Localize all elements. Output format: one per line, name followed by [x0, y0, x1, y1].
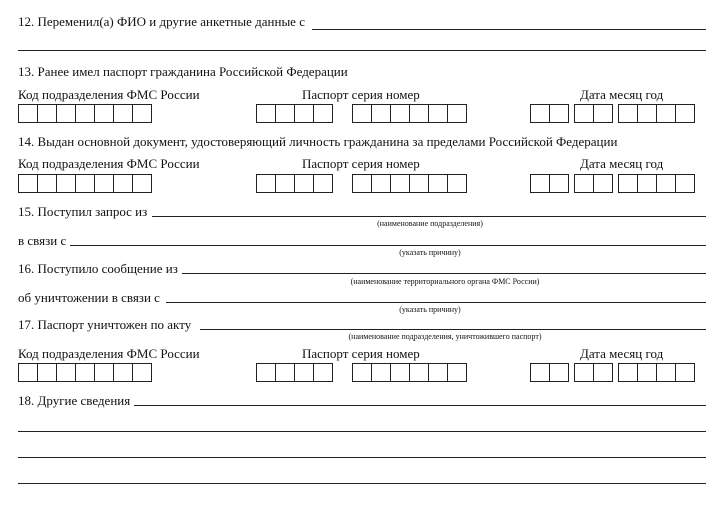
code-cell[interactable]	[37, 363, 57, 382]
year-cell[interactable]	[675, 174, 695, 193]
number-cell[interactable]	[390, 363, 410, 382]
month-cell[interactable]	[574, 363, 594, 382]
item17-date-label: Дата месяц год	[580, 346, 664, 361]
year-cell[interactable]	[637, 174, 657, 193]
code-cell[interactable]	[75, 174, 95, 193]
item15-source-field[interactable]	[152, 216, 706, 217]
item14-passport-label: Паспорт серия номер	[302, 156, 420, 171]
code-cell[interactable]	[37, 104, 57, 123]
item17-label: 17. Паспорт уничтожен по акту	[18, 317, 192, 332]
item13-series-cells[interactable]	[256, 104, 332, 123]
series-cell[interactable]	[256, 104, 276, 123]
item16-reason-field[interactable]	[166, 302, 706, 303]
item15-reason-label: в связи с	[18, 233, 67, 248]
code-cell[interactable]	[37, 174, 57, 193]
month-cell[interactable]	[574, 104, 594, 123]
item13-code-cells[interactable]	[18, 104, 151, 123]
month-cell[interactable]	[574, 174, 594, 193]
number-cell[interactable]	[428, 174, 448, 193]
year-cell[interactable]	[675, 363, 695, 382]
code-cell[interactable]	[18, 363, 38, 382]
year-cell[interactable]	[656, 174, 676, 193]
item13-date-cells[interactable]	[530, 104, 694, 123]
series-cell[interactable]	[275, 104, 295, 123]
item13-code-label: Код подразделения ФМС России	[18, 87, 200, 102]
code-cell[interactable]	[18, 104, 38, 123]
item14-number-cells[interactable]	[352, 174, 466, 193]
year-cell[interactable]	[675, 104, 695, 123]
number-cell[interactable]	[409, 174, 429, 193]
item16-label: 16. Поступило сообщение из	[18, 261, 178, 276]
item15-hint-reason: (указать причину)	[399, 248, 461, 257]
code-cell[interactable]	[132, 174, 152, 193]
item13-date-label: Дата месяц год	[580, 87, 664, 102]
code-cell[interactable]	[113, 363, 133, 382]
item17-series-cells[interactable]	[256, 363, 332, 382]
number-cell[interactable]	[428, 363, 448, 382]
item18-field-3[interactable]	[18, 457, 706, 458]
item18-label: 18. Другие сведения	[18, 393, 131, 408]
code-cell[interactable]	[94, 104, 114, 123]
item15-reason-field[interactable]	[70, 245, 706, 246]
series-cell[interactable]	[275, 174, 295, 193]
year-cell[interactable]	[656, 363, 676, 382]
series-cell[interactable]	[294, 174, 314, 193]
year-cell[interactable]	[618, 104, 638, 123]
series-cell[interactable]	[294, 363, 314, 382]
number-cell[interactable]	[352, 104, 372, 123]
item18-field-2[interactable]	[18, 431, 706, 432]
item13-passport-label: Паспорт серия номер	[302, 87, 420, 102]
day-cell[interactable]	[549, 104, 569, 123]
item16-hint-source: (наименование территориального органа ФМС России)	[350, 277, 540, 286]
code-cell[interactable]	[113, 174, 133, 193]
number-cell[interactable]	[352, 174, 372, 193]
item14-label: 14. Выдан основной документ, удостоверяющий личность гражданина за пределами Российской Федерации	[18, 134, 618, 149]
item14-code-label: Код подразделения ФМС России	[18, 156, 200, 171]
code-cell[interactable]	[132, 104, 152, 123]
item16-hint-reason: (указать причину)	[399, 305, 461, 314]
item15-hint-source: (наименование подразделения)	[377, 219, 483, 228]
item14-date-cells[interactable]	[530, 174, 694, 193]
day-cell[interactable]	[530, 174, 550, 193]
series-cell[interactable]	[313, 104, 333, 123]
item13-label: 13. Ранее имел паспорт гражданина Российской Федерации	[18, 64, 348, 79]
code-cell[interactable]	[94, 363, 114, 382]
year-cell[interactable]	[618, 363, 638, 382]
item14-code-cells[interactable]	[18, 174, 151, 193]
code-cell[interactable]	[132, 363, 152, 382]
code-cell[interactable]	[56, 363, 76, 382]
code-cell[interactable]	[75, 363, 95, 382]
month-cell[interactable]	[593, 174, 613, 193]
item15-label: 15. Поступил запрос из	[18, 204, 148, 219]
number-cell[interactable]	[447, 174, 467, 193]
item14-date-label: Дата месяц год	[580, 156, 664, 171]
number-cell[interactable]	[352, 363, 372, 382]
item17-date-cells[interactable]	[530, 363, 694, 382]
series-cell[interactable]	[275, 363, 295, 382]
day-cell[interactable]	[549, 174, 569, 193]
number-cell[interactable]	[409, 363, 429, 382]
series-cell[interactable]	[313, 363, 333, 382]
item18-field-4[interactable]	[18, 483, 706, 484]
item17-number-cells[interactable]	[352, 363, 466, 382]
item12-label: 12. Переменил(а) ФИО и другие анкетные данные с	[18, 14, 305, 29]
item12-extra-field[interactable]	[18, 50, 706, 51]
item17-code-label: Код подразделения ФМС России	[18, 346, 200, 361]
day-cell[interactable]	[530, 104, 550, 123]
code-cell[interactable]	[18, 174, 38, 193]
item18-field-1[interactable]	[134, 405, 706, 406]
year-cell[interactable]	[637, 104, 657, 123]
item17-hint: (наименование подразделения, уничтожившего паспорт)	[348, 332, 542, 341]
item16-reason-label: об уничтожении в связи с	[18, 290, 160, 305]
code-cell[interactable]	[56, 174, 76, 193]
series-cell[interactable]	[313, 174, 333, 193]
number-cell[interactable]	[428, 104, 448, 123]
item13-number-cells[interactable]	[352, 104, 466, 123]
day-cell[interactable]	[549, 363, 569, 382]
code-cell[interactable]	[75, 104, 95, 123]
code-cell[interactable]	[113, 104, 133, 123]
number-cell[interactable]	[390, 174, 410, 193]
item12-date-field[interactable]	[312, 29, 706, 30]
day-cell[interactable]	[530, 363, 550, 382]
number-cell[interactable]	[447, 104, 467, 123]
number-cell[interactable]	[409, 104, 429, 123]
item16-source-field[interactable]	[182, 273, 706, 274]
year-cell[interactable]	[618, 174, 638, 193]
code-cell[interactable]	[94, 174, 114, 193]
series-cell[interactable]	[294, 104, 314, 123]
number-cell[interactable]	[371, 104, 391, 123]
year-cell[interactable]	[656, 104, 676, 123]
item17-act-field[interactable]	[200, 329, 706, 330]
month-cell[interactable]	[593, 363, 613, 382]
number-cell[interactable]	[447, 363, 467, 382]
item17-passport-label: Паспорт серия номер	[302, 346, 420, 361]
number-cell[interactable]	[371, 174, 391, 193]
month-cell[interactable]	[593, 104, 613, 123]
item14-series-cells[interactable]	[256, 174, 332, 193]
series-cell[interactable]	[256, 174, 276, 193]
number-cell[interactable]	[371, 363, 391, 382]
year-cell[interactable]	[637, 363, 657, 382]
series-cell[interactable]	[256, 363, 276, 382]
code-cell[interactable]	[56, 104, 76, 123]
item17-code-cells[interactable]	[18, 363, 151, 382]
number-cell[interactable]	[390, 104, 410, 123]
